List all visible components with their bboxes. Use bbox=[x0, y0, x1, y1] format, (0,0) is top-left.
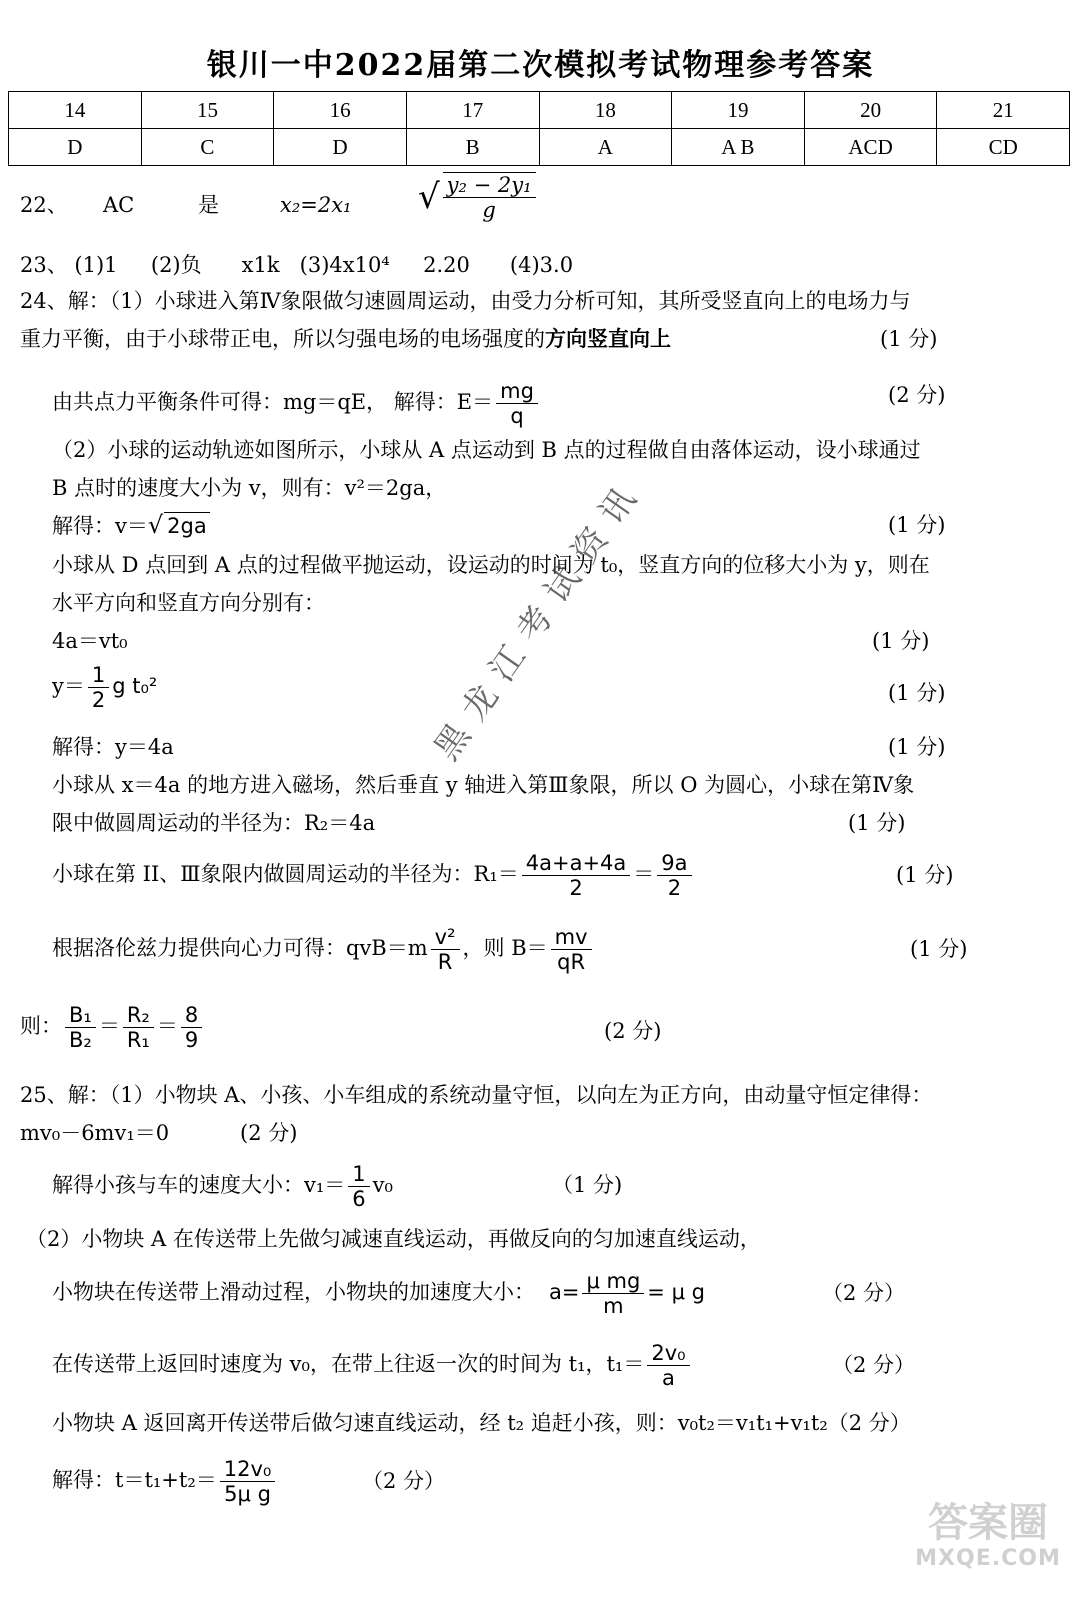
fraction-denominator: 5μ g bbox=[224, 1482, 271, 1506]
fraction-numerator: 2v₀ bbox=[647, 1341, 689, 1366]
score-label: (2 分) bbox=[604, 1019, 662, 1043]
q24-text: 由共点力平衡条件可得：mg＝qE， 解得：E＝ bbox=[52, 390, 494, 414]
q25-text: = μ g bbox=[647, 1280, 705, 1304]
fraction-denominator: R bbox=[437, 950, 453, 974]
score-label: (1 分) bbox=[888, 681, 946, 705]
score-label: (1 分) bbox=[888, 513, 946, 537]
q25-line bbox=[52, 1266, 705, 1318]
answer-cell: A bbox=[539, 129, 672, 166]
q24-line: 限中做圆周运动的半径为：R₂＝4a bbox=[52, 811, 376, 835]
q25-line: （2）小物块 A 在传送带上先做匀减速直线运动，再做反向的匀加速直线运动， bbox=[26, 1227, 761, 1251]
sqrt-sign: √ bbox=[418, 177, 440, 217]
q25-line bbox=[52, 1336, 693, 1392]
question-number-cell: 18 bbox=[539, 92, 672, 129]
fraction-denominator: R₁ bbox=[126, 1028, 150, 1052]
q24-line: 水平方向和竖直方向分别有： bbox=[52, 591, 325, 615]
q24-text: 则： bbox=[20, 1014, 62, 1038]
question-number-cell: 14 bbox=[9, 92, 142, 129]
answer-cell: C bbox=[141, 129, 274, 166]
q22-answer-c: x₂=2x₁ bbox=[280, 193, 352, 217]
score-label: (1 分) bbox=[872, 629, 930, 653]
sqrt-sign: √ bbox=[147, 511, 164, 539]
fraction bbox=[496, 379, 538, 428]
fraction bbox=[181, 1003, 202, 1052]
fraction-denominator: qR bbox=[557, 950, 586, 974]
q25-line: mv₀－6mv₁＝0 bbox=[20, 1121, 170, 1145]
score-label: (1 分) bbox=[848, 811, 906, 835]
q24-text: ，则 B＝ bbox=[462, 936, 548, 960]
q22-answer-b: 是 bbox=[198, 193, 219, 217]
site-logo bbox=[903, 1500, 1073, 1590]
answer-cell: ACD bbox=[804, 129, 937, 166]
score-label: (2 分) bbox=[240, 1121, 298, 1145]
question-number-cell: 17 bbox=[406, 92, 539, 129]
q24-line: 4a＝vt₀ bbox=[52, 629, 128, 653]
score-label: （2 分） bbox=[832, 1353, 916, 1377]
fraction-denominator: 2 bbox=[667, 876, 682, 900]
score-label: (2 分) bbox=[888, 383, 946, 407]
q24-line bbox=[52, 846, 695, 902]
q22-answer-d bbox=[418, 172, 539, 222]
q25-text: 小物块在传送带上滑动过程，小物块的加速度大小： bbox=[52, 1280, 535, 1304]
score-label: （2 分） bbox=[362, 1469, 446, 1493]
question-number-cell: 21 bbox=[937, 92, 1070, 129]
multiple-choice-answer-table bbox=[8, 91, 1070, 166]
score-label: (1 分) bbox=[910, 937, 968, 961]
q24-line bbox=[52, 662, 157, 712]
q25-text: 在传送带上返回时速度为 v₀，在带上往返一次的时间为 t₁，t₁＝ bbox=[52, 1352, 645, 1376]
q25-line: 小物块 A 返回离开传送带后做匀速直线运动，经 t₂ 追赶小孩，则：v₀t₂＝v₁t₁+v₁t₂（2 分） bbox=[52, 1411, 911, 1435]
question-23: 23、 (1)1 (2)负 x1k (3)4x10⁴ 2.20 (4)3.0 bbox=[20, 253, 574, 277]
fraction-numerator: 12v₀ bbox=[220, 1457, 276, 1482]
q24-text: y＝ bbox=[52, 674, 85, 698]
q22-fraction bbox=[443, 172, 536, 222]
answer-cell: D bbox=[9, 129, 142, 166]
q22-answer-a: AC bbox=[103, 193, 135, 217]
score-label: (1 分) bbox=[880, 327, 938, 351]
q24-text: 小球在第 II、Ⅲ象限内做圆周运动的半径为：R₁＝ bbox=[52, 862, 519, 886]
q24-bold-text: 方向竖直向上 bbox=[545, 326, 671, 351]
q25-line: 25、解：（1）小物块 A、小孩、小车组成的系统动量守恒，以向左为正方向，由动量守恒定律得： bbox=[20, 1083, 933, 1107]
q24-text: 重力平衡，由于小球带正电，所以匀强电场的电场强度的 bbox=[20, 327, 545, 351]
q24-line: 小球从 x＝4a 的地方进入磁场，然后垂直 y 轴进入第Ⅲ象限，所以 O 为圆心，小球在第Ⅳ象 bbox=[52, 773, 915, 797]
q25-text: a= bbox=[549, 1280, 580, 1304]
answer-cell: CD bbox=[937, 129, 1070, 166]
question-number-cell: 20 bbox=[804, 92, 937, 129]
fraction-denominator: B₂ bbox=[69, 1028, 92, 1052]
answer-cell: B bbox=[406, 129, 539, 166]
fraction-numerator: 4a+a+4a bbox=[522, 851, 631, 876]
q24-line: 24、解：（1）小球进入第Ⅳ象限做匀速圆周运动，由受力分析可知，其所受竖直向上的电场力与 bbox=[20, 289, 911, 313]
q25-text: 解得小孩与车的速度大小：v₁＝ bbox=[52, 1173, 346, 1197]
fraction bbox=[88, 663, 109, 712]
fraction-numerator: 1 bbox=[348, 1162, 369, 1187]
q22-number: 22、 bbox=[20, 193, 68, 217]
sqrt-content: 2ga bbox=[164, 512, 210, 539]
fraction-denominator: q bbox=[510, 404, 524, 428]
score-label: （1 分) bbox=[552, 1173, 623, 1197]
q24-line bbox=[52, 920, 595, 976]
answer-cell: D bbox=[274, 129, 407, 166]
q24-line: 小球从 D 点回到 A 点的过程做平抛运动，设运动的时间为 t₀，竖直方向的位移大小为 y，则在 bbox=[52, 553, 930, 577]
fraction-denominator: m bbox=[603, 1294, 624, 1318]
fraction bbox=[348, 1162, 369, 1211]
fraction bbox=[123, 1003, 154, 1052]
fraction-numerator: 1 bbox=[88, 663, 109, 688]
fraction-numerator: mv bbox=[551, 925, 592, 950]
q25-text: v₀ bbox=[372, 1173, 393, 1197]
answer-row bbox=[9, 129, 1070, 166]
q24-line bbox=[20, 326, 671, 352]
equals-sign: ＝ bbox=[98, 1014, 120, 1038]
fraction bbox=[431, 925, 460, 974]
fraction-denominator: g bbox=[482, 198, 496, 222]
equals-sign: ＝ bbox=[156, 1014, 178, 1038]
watermark-text: 黑龙江考试资讯 bbox=[426, 469, 653, 768]
fraction-numerator: 8 bbox=[181, 1003, 202, 1028]
q24-line bbox=[52, 378, 541, 428]
answer-cell: A B bbox=[672, 129, 805, 166]
q24-text: 解得：v＝ bbox=[52, 514, 148, 538]
fraction bbox=[657, 851, 691, 900]
fraction-denominator: 6 bbox=[352, 1187, 366, 1211]
question-number-cell: 16 bbox=[274, 92, 407, 129]
score-label: (1 分) bbox=[888, 735, 946, 759]
equals-sign: ＝ bbox=[633, 862, 655, 886]
q25-text: 解得：t＝t₁+t₂＝ bbox=[52, 1468, 217, 1492]
q24-text: g t₀² bbox=[112, 674, 158, 698]
q25-line bbox=[52, 1160, 393, 1211]
fraction bbox=[522, 851, 631, 900]
fraction-denominator: 2 bbox=[569, 876, 583, 900]
fraction bbox=[65, 1003, 96, 1052]
q24-line: 解得：y＝4a bbox=[52, 735, 174, 759]
fraction-numerator: mg bbox=[496, 379, 538, 404]
q24-line: （2）小球的运动轨迹如图所示，小球从 A 点运动到 B 点的过程做自由落体运动，设小球通过 bbox=[52, 438, 921, 462]
fraction-denominator: a bbox=[662, 1366, 675, 1390]
question-number-cell: 19 bbox=[672, 92, 805, 129]
q24-text: 根据洛伦兹力提供向心力可得：qvB＝m bbox=[52, 936, 428, 960]
fraction bbox=[582, 1269, 644, 1318]
fraction-numerator: 9a bbox=[657, 851, 691, 876]
fraction bbox=[551, 925, 592, 974]
page-title: 银川一中2022届第二次模拟考试物理参考答案 bbox=[206, 48, 875, 83]
q25-line bbox=[52, 1452, 278, 1508]
fraction-denominator: 2 bbox=[91, 688, 106, 712]
q24-line bbox=[20, 996, 205, 1056]
question-number-cell: 15 bbox=[141, 92, 274, 129]
q24-line: B 点时的速度大小为 v，则有：v²＝2ga， bbox=[52, 476, 447, 500]
score-label: (1 分) bbox=[896, 863, 954, 887]
fraction bbox=[647, 1341, 689, 1390]
fraction-numerator: R₂ bbox=[123, 1003, 154, 1028]
question-number-row bbox=[9, 92, 1070, 129]
score-label: （2 分） bbox=[822, 1281, 906, 1305]
fraction-numerator: μ mg bbox=[582, 1269, 644, 1294]
fraction-denominator: 9 bbox=[184, 1028, 199, 1052]
fraction-numerator: y₂ − 2y₁ bbox=[443, 173, 536, 198]
q24-line bbox=[52, 512, 210, 539]
logo-url: MXQE.COM bbox=[915, 1546, 1061, 1571]
fraction bbox=[220, 1457, 276, 1506]
logo-text: 答案圈 bbox=[928, 1500, 1048, 1546]
fraction-numerator: v² bbox=[431, 925, 460, 950]
fraction-numerator: B₁ bbox=[65, 1003, 96, 1028]
